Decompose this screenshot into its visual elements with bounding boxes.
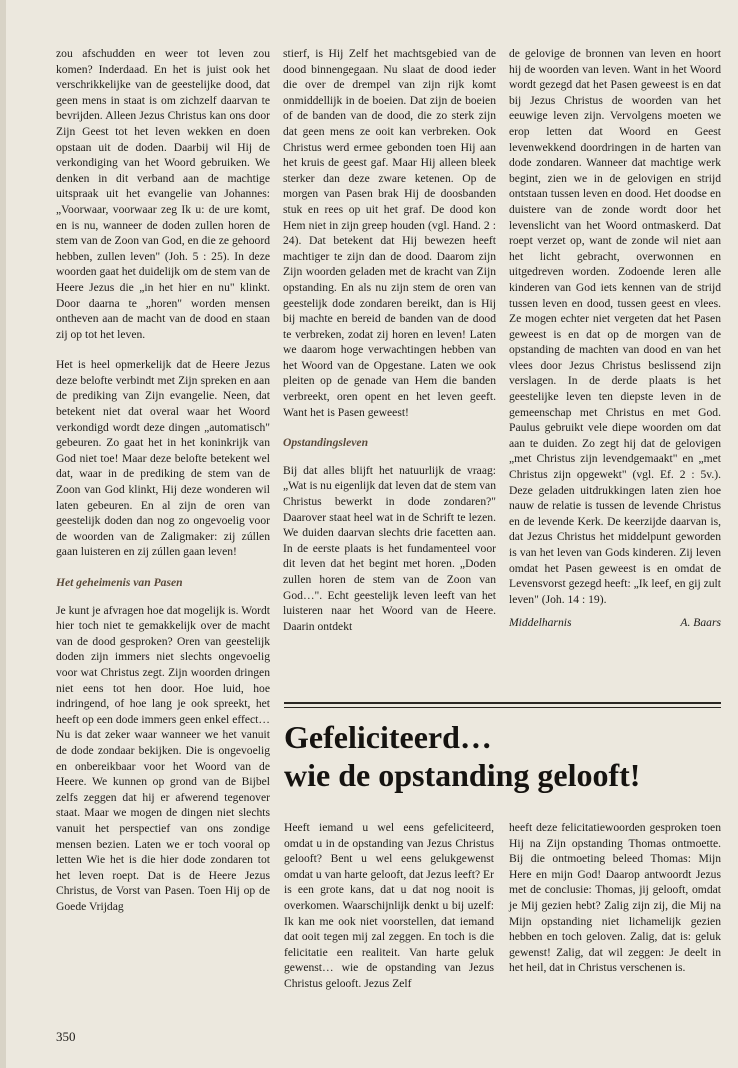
paragraph: Je kunt je afvragen hoe dat mogelijk is. Wordt hier toch niet te gemakkelijk over de macht van de dood gesproken? Oren van geestelijk doden zijn immers niet slechts ongevoelig voor wat Christus zegt. Zijn woorden dringen niet eens tot hen door. Hoe luid, hoe indringend, of hoe lang je ook spreekt, het heeft op een dode immers geen enkel effect… Nu is dat zeker waar wanneer we het vanuit de dode zondaar bekijken. Die is ongevoelig en onbereikbaar voor het Woord van de Heere. We kunnen op grond van de Bijbel zelfs zeggen dat hij er afwerend tegenover staat. Maar we mogen de dingen niet slechts vanuit het perspectief van ons zondige mensen bezien. Laten we er toch vooral op letten Wie het is die hier dode zondaren tot het leven roept. Dat is de Heere Jezus Christus, de Vorst van Pasen. Toen Hij op de Goede Vrijdag [56,603,270,913]
paragraph: Heeft iemand u wel eens gefeliciteerd, omdat u in de opstanding van Jezus Christus gelooft? Bent u wel eens gelukgewenst omdat u van harte gelooft, dat Jezus leeft? Er is een grote kans, dat u dat nog nooit is overkomen. Waarschijnlijk denkt u bij uzelf: Ik kan me ook niet voorstellen, dat iemand dat ooit tegen mij zal zeggen. En toch is die felicitatie een realiteit. Van harte geluk gewenst… wie de opstanding van Jezus Christus gelooft. Jezus Zelf [284,821,494,990]
headline-line-2: wie de opstanding gelooft! [284,757,641,793]
paragraph: heeft deze felicitatiewoorden gesproken toen Hij na Zijn opstanding Thomas ontmoette. Bij die ontmoeting beleed Thomas: Mijn Here en mijn God! Daarop antwoordt Jezus met de conclusie: Thomas, jij gelooft, omdat je Mij gezien hebt? Zalig zijn zij, die Mij na Mijn opstanding niet lichamelijk gezien hebben en toch geloven. Zalig, dat is: geluk gewenst! Zalig, dat wil zeggen: Je deelt in het heil, dat in Christus verschenen is. [509,821,721,975]
text-column-5 [509,820,721,991]
divider-rule [284,702,721,704]
signature-line [509,615,721,631]
subheading: Het geheimenis van Pasen [56,576,183,589]
text-column-1 [56,46,270,929]
text-column-2 [283,46,496,649]
paragraph: Bij dat alles blijft het natuurlijk de vraag: „Wat is nu eigenlijk dat leven dat de stem van Christus bewerkt in dode zondaren?" Daarover staat heel wat in de Schrift te lezen. We duiden daarvan slechts drie facetten aan. In de eerste plaats is het fundamenteel voor dit leven dat het begint met horen. „Doden zullen horen de stem van de Zoon van God…". Echt geestelijk leven leeft van het luisteren naar het Woord van de Heere. Daarin ontdekt [283,463,496,633]
page-edge [0,0,6,1068]
page-number: 350 [56,1029,76,1044]
place: Middelharnis [509,616,572,630]
paragraph: zou afschudden en weer tot leven zou komen? Inderdaad. En het is juist ook het verschrikkelijke van de geestelijke dood, dat geen mens in staat is om zichzelf daarvan te bevrijden. Alleen Jezus Christus kan ons door Zijn Geest tot het leven wekken en doen opstaan uit de doden. Daarbij wil Hij de verkondiging van het Woord gebruiken. We denken in dit verband aan de machtige uitspraak uit het evangelie van Johannes: „Voorwaar, voorwaar zeg Ik u: de ure komt, en is nu, wanneer de doden zullen horen de stem van de Zoon van God, en die ze gehoord hebben, zullen leven" (Joh. 5 : 25). In deze woorden gaat het duidelijk om de stem van de Heere Jezus die „in het hier en nu" klinkt. Door daarna te „horen" worden mensen ontheven aan de macht van de dood en staan zij op tot het leven. [56,47,270,341]
text-column-3 [509,46,721,631]
paragraph: Het is heel opmerkelijk dat de Heere Jezus deze belofte verbindt met Zijn spreken en aan de prediking van Zijn evangelie. Neen, dat betekent niet dat overal waar het Woord verkondigd wordt deze dingen „automatisch" gebeuren. Zo gaat het in het koninkrijk van God niet toe! Maar deze belofte betekent wel dat, waar in de prediking de stem van de Zoon van God klinkt, Hij deze wonderen wil laten gebeuren. En al zijn de oren van geestelijk doden dan nog zo ongevoelig voor de woorden van de Zaligmaker: zij zúllen gaan luisteren en zij zúllen gaan leven! [56,358,270,559]
article-headline [284,718,724,794]
headline-line-1: Gefeliciteerd… [284,719,492,755]
paragraph: stierf, is Hij Zelf het machtsgebied van de dood binnengegaan. Nu slaat de dood ieder die over de drempel van zijn rijk komt onmiddellijk in de boeien. Dat zijn de boeien of de banden van de dood, die zo sterk zijn dat geen mens ze ooit kan verbreken. Ook Christus werd ermee gebonden toen Hij aan het kruis de geest gaf. Maar Hij alleen bleek sterker dan deze zware ketenen. Op de morgen van Pasen brak Hij de doosbanden stuk en rees op uit het graf. De dood kon Hem niet in zijn greep houden (vgl. Hand. 2 : 24). Dat betekent dat Hij bewezen heeft machtiger te zijn dan de dood. Daarom zijn Zijn woorden geladen met de kracht van Zijn opstanding. En als nu zijn stem de oren van geestelijk dode zondaren bereikt, dan is Hij bij machte en bereid de banden van de dood te verbreken, zodat zij horen en leven! Laten we daarom hoge verwachtingen hebben van het Woord van de Opgestane. Laten we ook pleiten op de genade van Hem die banden verbreekt, oren opent en het leven geeft. Want het is Pasen geweest! [283,47,496,419]
paragraph: de gelovige de bronnen van leven en hoort hij de woorden van leven. Want in het Woord wordt gezegd dat het Pasen geweest is en dat bij Jezus Christus de woorden van het eeuwige leven zijn. Vervolgens moeten we erop letten dat Woord en Geest levenwekkend doordringen in de harten van dode zondaren. Wanneer dat machtige werk begint, zien we in de gelovigen en strijd ontstaan tussen leven en dood. Het doodse en duistere van de zonde wordt door het levenslicht van het Woord ontmaskerd. Dat roept verzet op, want de zonde wil niet aan het licht gebracht, overwonnen en uitgedreven worden. Zodoende leren alle kinderen van God iets kennen van de strijd tussen leven en dood, tussen geest en vlees. Ze mogen echter niet vergeten dat het Pasen geweest is en dat op de morgen van de opstanding de machten van dood en van het vlees door Jezus Christus beslissend zijn verslagen. In de derde plaats is het geestelijke leven ten diepste leven in de gemeenschap met Christus en met God. Paulus gebruikt vele diepe woorden om dat aan te duiden. Zo zegt hij dat de gelovigen „met Christus zijn levendgemaakt" en „met Christus zijn opgewekt" (vgl. Ef. 2 : 5v.). Deze geladen uitdrukkingen laten zien hoe nauw de relatie is tussen de levende Christus en de levende Kerk. De keerzijde daarvan is, dat Jezus Christus het middelpunt geworden is van het leven van Gods kinderen. Zij leven omdat het Pasen geweest is en omdat de Levensvorst gezegd heeft: „Ik leef, en gij zult leven" (Joh. 14 : 19). [509,47,721,606]
author: A. Baars [680,616,721,630]
text-column-4 [284,820,494,1007]
subheading: Opstandingsleven [283,436,369,450]
divider-rule [284,707,721,708]
